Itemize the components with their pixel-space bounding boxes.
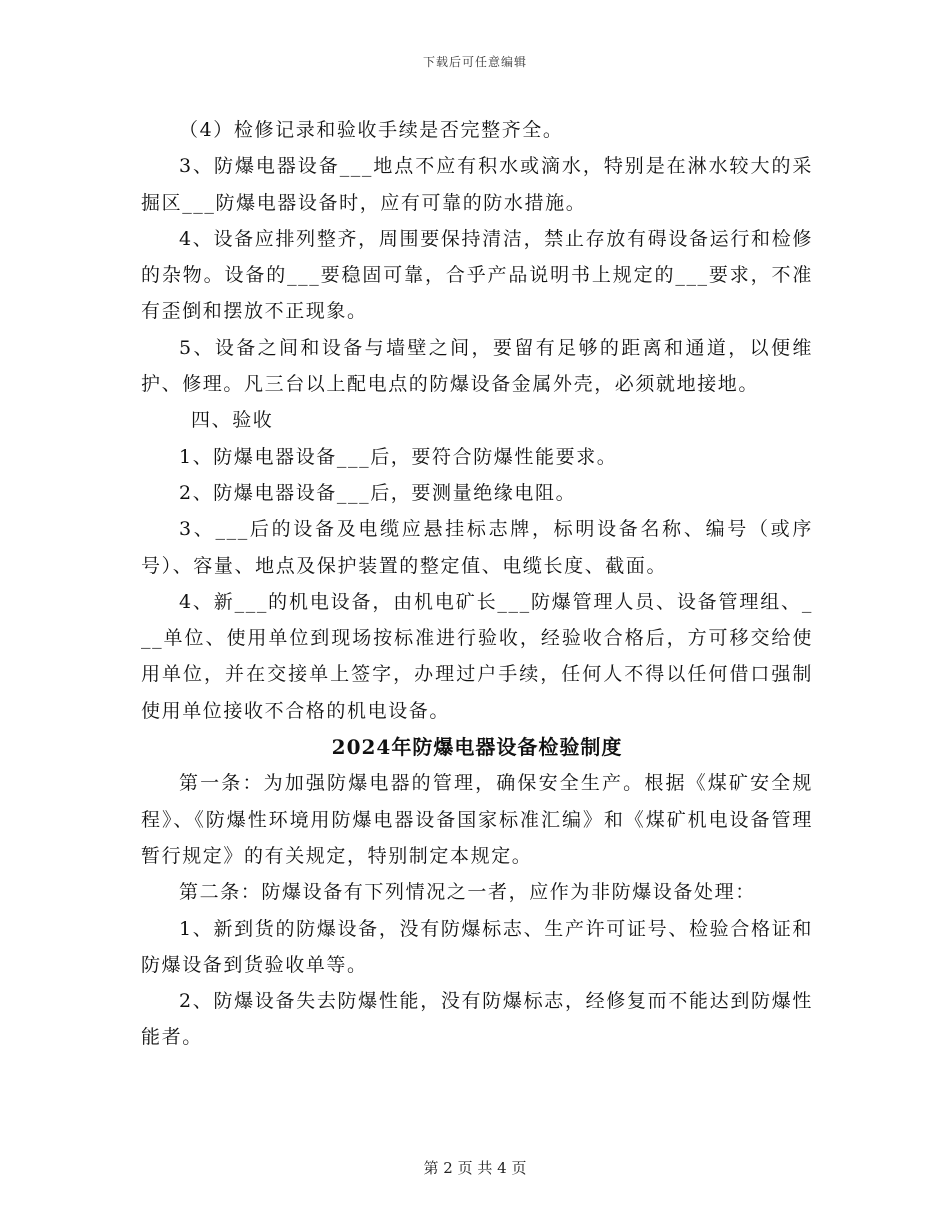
regulation-paragraph-3: 1、新到货的防爆设备，没有防爆标志、生产许可证号、检验合格证和防爆设备到货验收单等。 — [141, 917, 813, 976]
body-paragraph-3: 4、设备应排列整齐，周围要保持清洁，禁止存放有碍设备运行和检修的杂物。设备的___要稳固可靠，合乎产品说明书上规定的___要求，不准有歪倒和摆放不正现象。 — [141, 227, 813, 323]
body-paragraph-8: 4、新___的机电设备，由机电矿长___防爆管理人员、设备管理组、___单位、使用单位到现场按标准进行验收，经验收合格后，方可移交给使用单位，并在交接单上签字，办理过户手续，任何人不得以任何借口强制使用单位接收不合格的机电设备。 — [141, 590, 813, 722]
body-paragraph-5: 1、防爆电器设备___后，要符合防爆性能要求。 — [179, 445, 618, 468]
regulation-paragraph-4: 2、防爆设备失去防爆性能，没有防爆标志，经修复而不能达到防爆性能者。 — [141, 990, 813, 1049]
body-paragraph-2: 3、防爆电器设备___地点不应有积水或滴水，特别是在淋水较大的采掘区___防爆电器设备时，应有可靠的防水措施。 — [141, 155, 813, 214]
document-content — [141, 112, 813, 1056]
body-paragraph-4: 5、设备之间和设备与墙壁之间，要留有足够的距离和通道，以便维护、修理。凡三台以上配电点的防爆设备金属外壳，必须就地接地。 — [141, 336, 813, 396]
body-paragraph-6: 2、防爆电器设备___后，要测量绝缘电阻。 — [179, 481, 577, 504]
body-paragraph-1: （4）检修记录和验收手续是否完整齐全。 — [179, 119, 564, 141]
body-paragraph-7: 3、___后的设备及电缆应悬挂标志牌，标明设备名称、编号（或序号）、容量、地点及保护装置的整定值、电缆长度、截面。 — [141, 518, 813, 577]
document-title: 2024年防爆电器设备检验制度 — [331, 735, 623, 760]
page-footer-number: 第 2 页 共 4 页 — [423, 1159, 527, 1177]
page-header-note: 下载后可任意编辑 — [422, 55, 527, 69]
regulation-paragraph-2: 第二条：防爆设备有下列情况之一者，应作为非防爆设备处理： — [179, 881, 756, 904]
regulation-paragraph-1: 第一条：为加强防爆电器的管理，确保安全生产。根据《煤矿安全规程》、《防爆性环境用防爆电器设备国家标准汇编》和《煤矿机电设备管理暂行规定》的有关规定，特别制定本规定。 — [141, 772, 813, 867]
section-heading-acceptance: 四、验收 — [191, 409, 274, 432]
